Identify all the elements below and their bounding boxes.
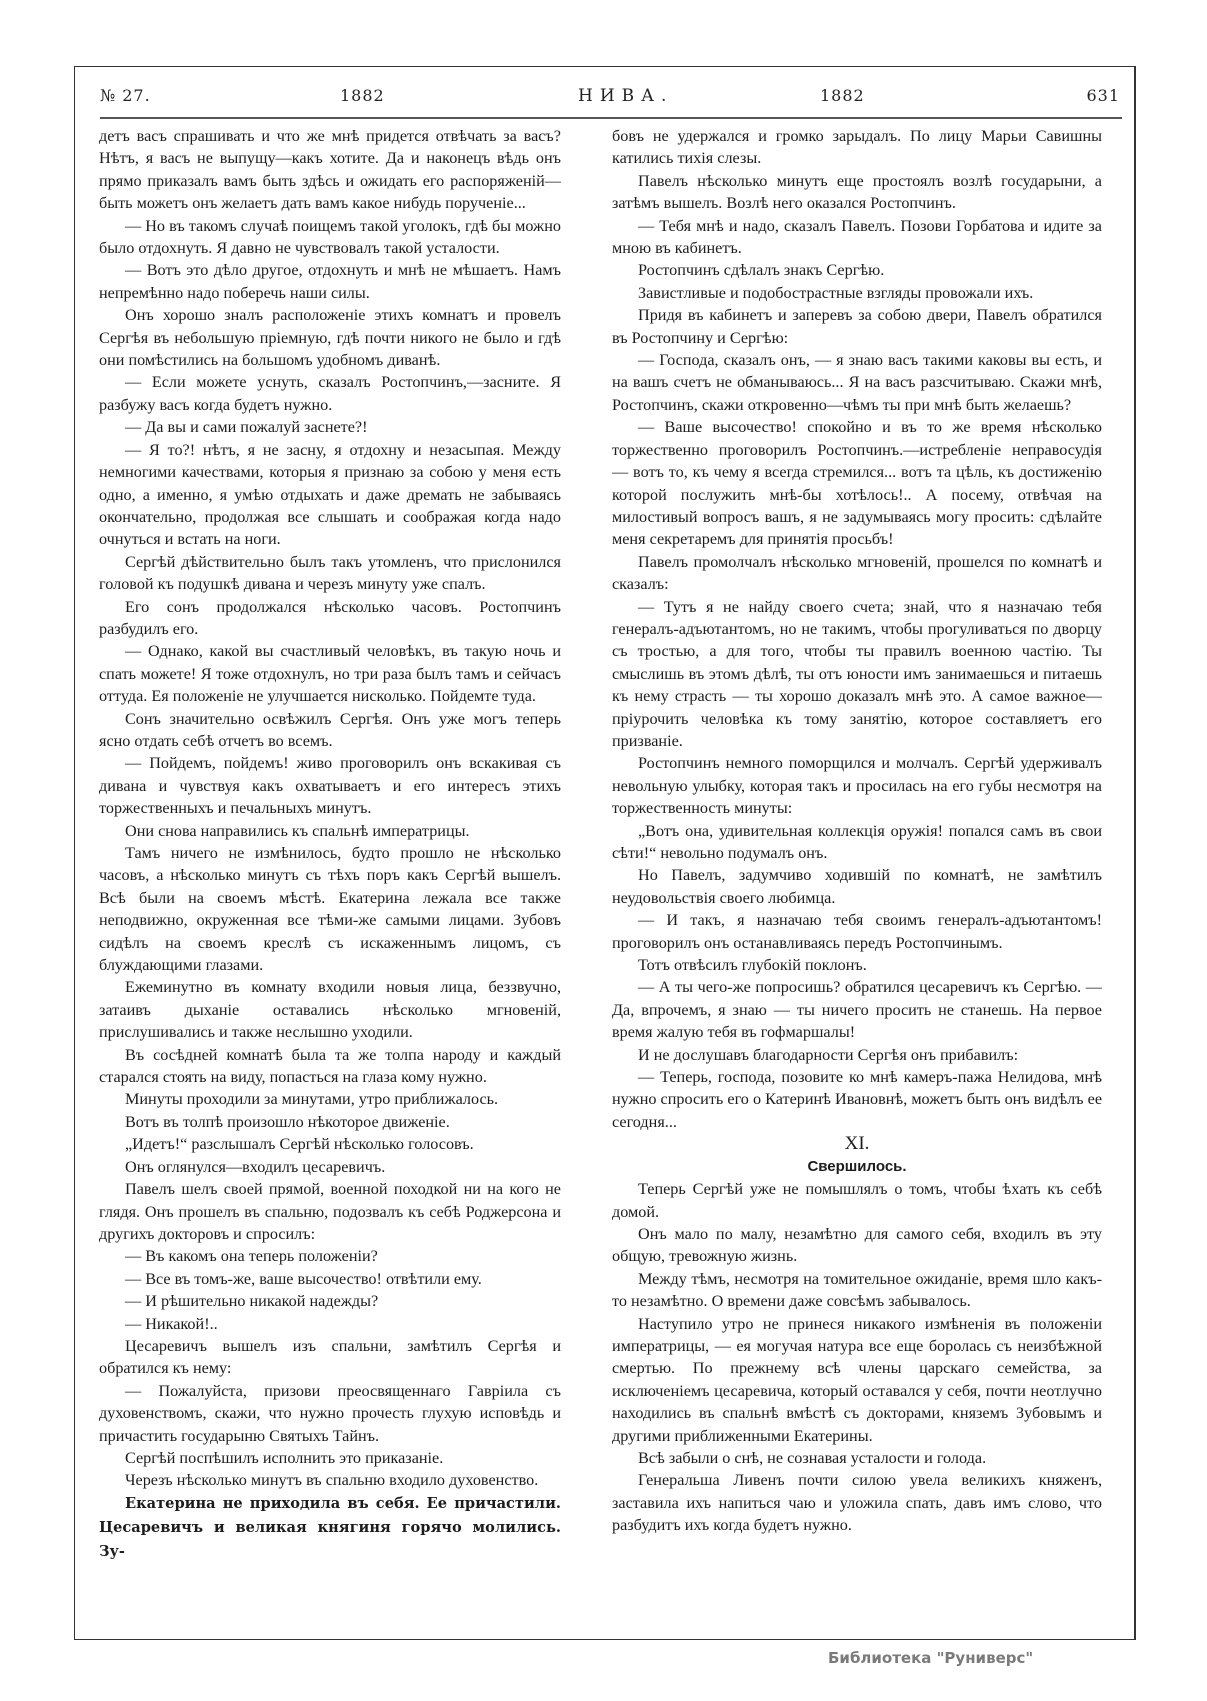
chapter-title: Свершилось.: [807, 1157, 907, 1175]
paragraph: — Тутъ я не найду своего счета; знай, что я назначаю тебя генералъ-адъютантомъ, но не такимъ, чтобы прогуливаться по дворцу съ тростью, а для того, чтобы ты правилъ военною частію. Ты смыслишь въ этомъ дѣлѣ, ты отъ юности имъ занимаешься и питаешь къ нему страсть — ты хорошо доказалъ мнѣ это. А самое важное—пріурочить человѣка къ тому занятію, которое составляетъ его призваніе.: [612, 597, 1102, 750]
journal-title: НИВА.: [578, 86, 674, 106]
paragraph: — И такъ, я назначаю тебя своимъ генералъ-адъютантомъ! проговорилъ онъ останавливаясь передъ Ростопчинымъ.: [612, 911, 1102, 952]
paragraph: И не дослушавъ благодарности Сергѣя онъ прибавилъ:: [638, 1045, 1019, 1064]
paragraph: Павелъ нѣсколько минутъ еще простоялъ возлѣ государыни, а затѣмъ вышелъ. Возлѣ него оказался Ростопчинъ.: [612, 171, 1102, 213]
paragraph: Тамъ ничего не измѣнилось, будто прошло не нѣсколько часовъ, а нѣсколько минутъ съ тѣхъ поръ какъ Сергѣй вышелъ. Всѣ были на своемъ мѣстѣ. Екатерина лежала все также неподвижно, окруженная все тѣми-же самыми лицами. Зубовъ сидѣлъ на своемъ креслѣ съ искаженнымъ лицомъ, съ блуждающими глазами.: [99, 844, 561, 975]
paragraph: Всѣ забыли о снѣ, не сознавая усталости и голода.: [638, 1448, 987, 1467]
paragraph: — Господа, сказалъ онъ, — я знаю васъ такими каковы вы есть, и на вашъ счетъ не обманываюсь... Я на васъ разсчитываю. Скажи мнѣ, Ростопчинъ, скажи откровенно—чѣмъ ты при мнѣ быть желаешь?: [612, 351, 1102, 414]
paragraph: — Теперь, господа, позовите ко мнѣ камеръ-пажа Нелидова, мнѣ нужно спросить его о Катеринѣ Ивановнѣ, можетъ быть онъ видѣлъ ее сегодня...: [612, 1068, 1102, 1131]
chapter-number: XI.: [844, 1133, 870, 1155]
page-number: 631: [1086, 86, 1120, 105]
paragraph: Тотъ отвѣсилъ глубокій поклонъ.: [638, 956, 867, 975]
paragraph: — Все въ томъ-же, ваше высочество! отвѣтили ему.: [125, 1269, 482, 1288]
paragraph: — Тебя мнѣ и надо, сказалъ Павелъ. Позови Горбатова и идите за мною въ кабинетъ.: [612, 216, 1102, 258]
paragraph: — И рѣшительно никакой надежды?: [125, 1292, 379, 1311]
paragraph: — А ты чего-же попросишь? обратился цесаревичъ къ Сергѣю. — Да, впрочемъ, я знаю — ты ничего просить не станешь. На первое время жалую тебя въ гофмаршалы!: [612, 978, 1102, 1042]
paragraph: Ростопчинъ сдѣлалъ знакъ Сергѣю.: [638, 261, 885, 280]
paragraph: Теперь Сергѣй уже не помышлялъ о томъ, чтобы ѣхать къ себѣ домой.: [612, 1180, 1102, 1221]
paragraph: Цесаревичъ вышелъ изъ спальни, замѣтилъ Сергѣя и обратился къ нему:: [99, 1336, 561, 1378]
paragraph: Придя въ кабинетъ и заперевъ за собою двери, Павелъ обратился въ Ростопчину и Сергѣю:: [612, 306, 1102, 347]
paragraph: — Пойдемъ, пойдемъ! живо проговорилъ онъ вскакивая съ дивана и чувствуя какъ охватываетъ и его интересъ этихъ торжественныхъ и печальныхъ минутъ.: [99, 754, 561, 818]
paragraph: — Въ какомъ она теперь положеніи?: [125, 1247, 378, 1266]
header-rule: [100, 117, 1122, 119]
year-right: 1882: [820, 86, 865, 105]
paragraph: — Однако, какой вы счастливый человѣкъ, въ такую ночь и спать можете! Я тоже отдохнулъ, но три раза былъ тамъ и сейчасъ оттуда. Ея положеніе не улучшается нисколько. Пойдемте туда.: [99, 642, 561, 706]
paragraph: Ростопчинъ немного поморщился и молчалъ. Сергѣй удерживалъ невольную улыбку, которая такъ и просилась на его губы несмотря на торжественность минуты:: [612, 754, 1102, 818]
paragraph-bold: Екатерина не приходила въ себя. Ее причастили. Цесаревичъ и великая княгиня горячо молились. Зу-: [99, 1494, 561, 1560]
paragraph: — Но въ такомъ случаѣ поищемъ такой уголокъ, гдѣ бы можно было отдохнуть. Я давно не чувствовалъ такой усталости.: [99, 216, 561, 258]
paragraph: Генеральша Ливенъ почти силою увела великихъ княженъ, заставила ихъ напиться чаю и уложила спать, давъ имъ слово, что разбудитъ ихъ когда будетъ нужно.: [612, 1471, 1102, 1535]
paragraph: Сергѣй поспѣшилъ исполнить это приказаніе.: [125, 1448, 444, 1467]
text-column-left: [99, 125, 561, 1564]
paragraph: Сергѣй дѣйствительно былъ такъ утомленъ, что прислонился головой къ подушкѣ дивана и черезъ минуту уже спалъ.: [99, 552, 561, 594]
paragraph: Черезъ нѣсколько минутъ въ спальню входило духовенство.: [125, 1471, 539, 1490]
paragraph: — Да вы и сами пожалуй заснете?!: [125, 418, 368, 437]
paragraph: — Вотъ это дѣло другое, отдохнуть и мнѣ не мѣшаетъ. Намъ непремѣнно надо поберечь наши силы.: [99, 261, 561, 302]
paragraph: „Вотъ она, удивительная коллекція оружія! попался самъ въ свои сѣти!“ невольно подумалъ онъ.: [612, 821, 1102, 862]
paragraph: — Если можете уснуть, сказалъ Ростопчинъ,—засните. Я разбужу васъ когда будетъ нужно.: [99, 373, 561, 414]
paragraph: — Никакой!..: [125, 1314, 218, 1333]
paragraph: Онъ оглянулся—входилъ цесаревичъ.: [125, 1157, 386, 1176]
paragraph: „Идетъ!“ разслышалъ Сергѣй нѣсколько голосовъ.: [125, 1135, 474, 1154]
paragraph: Между тѣмъ, несмотря на томительное ожиданіе, время шло какъ-то незамѣтно. О времени даже совсѣмъ забывалось.: [612, 1269, 1102, 1311]
library-watermark: Библиотека "Руниверс": [828, 1649, 1034, 1667]
year-left: 1882: [340, 86, 385, 105]
paragraph: Павелъ шелъ своей прямой, военной походкой ни на кого не глядя. Онъ прошелъ въ спальню, подозвалъ къ себѣ Роджерсона и другихъ докторовъ и спросилъ:: [99, 1180, 561, 1243]
paragraph: — Я то?! нѣтъ, я не засну, я отдохну и незасыпая. Между немногими качествами, которыя я признаю за собою у меня есть одно, а именно, я умѣю отдыхать и даже дремать не забываясь окончательно, продолжая все слышать и соображая когда надо очнуться и встать на ноги.: [99, 440, 561, 549]
paragraph: Сонъ значительно освѣжилъ Сергѣя. Онъ уже могъ теперь ясно отдать себѣ отчетъ во всемъ.: [99, 709, 561, 750]
paragraph-continuation: бовъ не удержался и громко зарыдалъ. По лицу Марьи Савишны катились тихія слезы.: [612, 127, 1102, 168]
paragraph: Онъ мало по малу, незамѣтно для самого себя, входилъ въ эту общую, тревожную жизнь.: [612, 1224, 1102, 1266]
paragraph-continuation: детъ васъ спрашивать и что же мнѣ придется отвѣчать за васъ? Нѣтъ, я васъ не выпущу—какъ хотите. Да и наконецъ вѣдь онъ прямо приказалъ вамъ быть здѣсь и ожидать его распоряженій—быть можетъ онъ желаетъ дать вамъ какое нибудь порученіе...: [99, 127, 561, 213]
paragraph: Они снова направились къ спальнѣ императрицы.: [125, 821, 470, 840]
paragraph: Павелъ промолчалъ нѣсколько мгновеній, прошелся по комнатѣ и сказалъ:: [612, 552, 1102, 594]
paragraph: Ежеминутно въ комнату входили новыя лица, беззвучно, затаивъ дыханіе оставались нѣсколько мгновеній, прислушивались и также неслышно уходили.: [99, 978, 561, 1042]
paragraph: — Пожалуйста, призови преосвященнаго Гавріила съ духовенствомъ, скажи, что нужно прочесть глухую исповѣдь и причастить государыню Святыхъ Тайнъ.: [99, 1381, 561, 1445]
paragraph: Наступило утро не принеся никакого измѣненія въ положеніи императрицы, — ея могучая натура все еще боролась съ неизбѣжной смертью. По прежнему всѣ члены царскаго семейства, за исключеніемъ цесаревича, который оставался у себя, почти неотлучно находились въ спальнѣ вмѣстѣ съ докторами, княземъ Зубовымъ и другими приближенными Екатерины.: [612, 1314, 1102, 1445]
paragraph: Онъ хорошо зналъ расположеніе этихъ комнатъ и провелъ Сергѣя въ небольшую пріемную, гдѣ почти никого не было и гдѣ они помѣстились на большомъ удобномъ диванѣ.: [99, 306, 561, 370]
paragraph: Въ сосѣдней комнатѣ была та же толпа народу и каждый старался стоять на виду, попасться на глаза кому нужно.: [99, 1045, 561, 1087]
paragraph: Но Павелъ, задумчиво ходившій по комнатѣ, не замѣтилъ неудовольствія своего любимца.: [612, 866, 1102, 907]
paragraph: Завистливые и подобострастные взгляды провожали ихъ.: [638, 283, 1034, 302]
paragraph: Его сонъ продолжался нѣсколько часовъ. Ростопчинъ разбудилъ его.: [99, 597, 561, 638]
running-header: [100, 80, 1120, 112]
text-column-right: [612, 125, 1102, 1537]
issue-number: № 27.: [100, 86, 151, 105]
paragraph: Минуты проходили за минутами, утро приближалось.: [125, 1090, 499, 1109]
paragraph: — Ваше высочество! спокойно и въ то же время нѣсколько торжественно проговорилъ Ростопчинъ.—истребленіе неправосудія — вотъ то, къ чему я всегда стремился... вотъ та цѣль, къ достиженію которой послужить мнѣ-бы хотѣлось!.. А посему, отвѣчая на милостивый вопросъ вашъ, я не задумываясь могу просить: сдѣлайте меня секретаремъ для принятія просьбъ!: [612, 418, 1102, 549]
paragraph: Вотъ въ толпѣ произошло нѣкоторое движеніе.: [125, 1112, 450, 1131]
